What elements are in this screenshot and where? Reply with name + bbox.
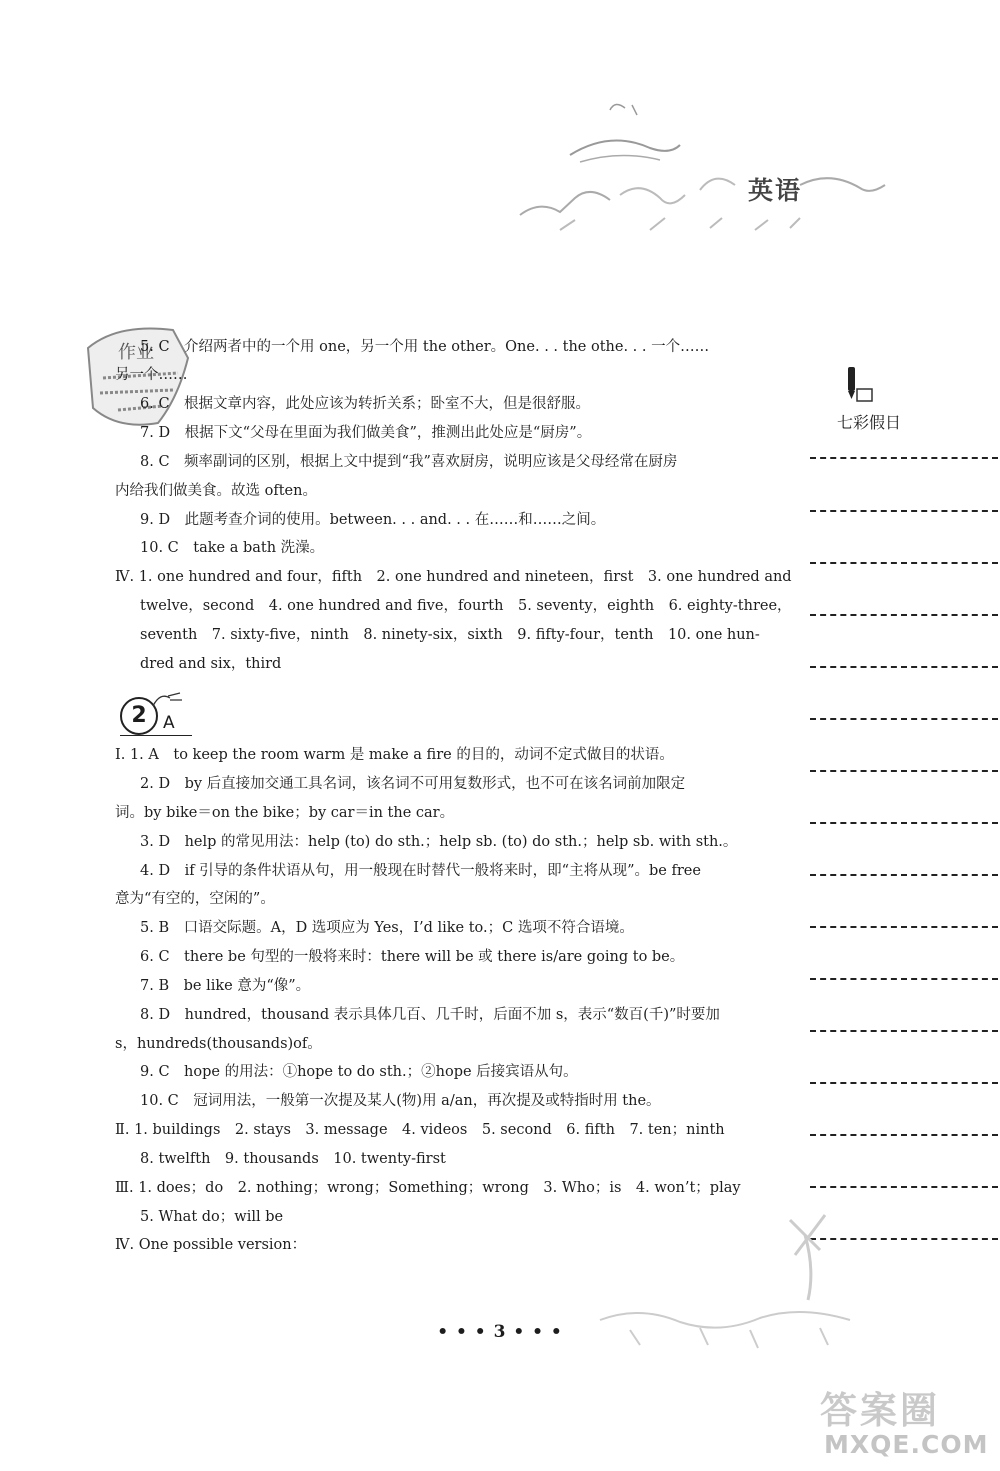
notes-line bbox=[810, 666, 998, 668]
notes-line bbox=[810, 978, 998, 980]
header-decoration bbox=[500, 100, 890, 250]
unit-letter: A bbox=[163, 713, 175, 733]
answer-line: 8. twelfth 9. thousands 10. twenty-first bbox=[140, 1151, 446, 1167]
notes-line bbox=[810, 770, 998, 772]
answer-line: 内给我们做美食。故选 often。 bbox=[115, 483, 317, 499]
stamp-text: 作业 bbox=[118, 342, 154, 363]
subject-title: 英语 bbox=[748, 176, 803, 205]
page-number: • • • 3 • • • bbox=[437, 1322, 563, 1342]
answer-line: 9. C hope 的用法：①hope to do sth.；②hope 后接宾语从句。 bbox=[140, 1064, 578, 1080]
notes-line bbox=[810, 1082, 998, 1084]
answer-line: 另一个…… bbox=[115, 367, 188, 383]
watermark-url: MXQE.COM bbox=[824, 1430, 989, 1459]
badge-underline bbox=[120, 735, 192, 736]
unit-number-badge: 2 bbox=[120, 697, 158, 735]
answer-line: 8. D hundred，thousand 表示具体几百、几千时，后面不加 s，表示“数百(千)”时要加 bbox=[140, 1007, 720, 1023]
answer-line: Ⅳ. One possible version： bbox=[115, 1237, 307, 1253]
answer-line: 6. C 根据文章内容，此处应该为转折关系；卧室不大，但是很舒服。 bbox=[140, 396, 591, 412]
answer-line: 7. D 根据下文“父母在里面为我们做美食”，推测出此处应是“厨房”。 bbox=[140, 425, 592, 441]
notes-line bbox=[810, 562, 998, 564]
notes-line bbox=[810, 926, 998, 928]
notes-line bbox=[810, 510, 998, 512]
answer-line: 10. C take a bath 洗澡。 bbox=[140, 540, 325, 556]
answer-line: 7. B be like 意为“像”。 bbox=[140, 978, 311, 994]
sidebar-label: 七彩假日 bbox=[837, 413, 902, 432]
notes-line bbox=[810, 614, 998, 616]
notes-line bbox=[810, 457, 998, 459]
answer-line: 8. C 频率副词的区别，根据上文中提到“我”喜欢厨房，说明应该是父母经常在厨房 bbox=[140, 454, 678, 470]
answer-line: 3. D help 的常见用法：help (to) do sth.；help sb. (to) do sth.；help sb. with sth.。 bbox=[140, 834, 738, 850]
notes-line bbox=[810, 1030, 998, 1032]
answer-line: Ⅲ. 1. does；do 2. nothing；wrong；Something；wrong 3. Who；is 4. won’t；play bbox=[115, 1180, 741, 1196]
answer-line: 2. D by 后直接加交通工具名词，该名词不可用复数形式，也不可在该名词前加限定 bbox=[140, 776, 686, 792]
answer-line: 6. C there be 句型的一般将来时：there will be 或 there is/are going to be。 bbox=[140, 949, 685, 965]
answer-line: 4. D if 引导的条件状语从句，用一般现在时替代一般将来时，即“主将从现”。be free bbox=[140, 863, 701, 879]
notes-line bbox=[810, 874, 998, 876]
answer-line: 5. C 介绍两者中的一个用 one，另一个用 the other。One. . . the othe. . . 一个…… bbox=[140, 339, 710, 355]
answer-line: 5. What do；will be bbox=[140, 1209, 284, 1225]
notes-line bbox=[810, 822, 998, 824]
watermark-logo: 答案圈 bbox=[820, 1389, 940, 1432]
answer-line: Ⅰ. 1. A to keep the room warm 是 make a fire 的目的，动词不定式做目的状语。 bbox=[115, 747, 674, 763]
answer-line: 9. D 此题考查介词的使用。between. . . and. . . 在……和……之间。 bbox=[140, 512, 606, 528]
answer-line: Ⅱ. 1. buildings 2. stays 3. message 4. videos 5. second 6. fifth 7. ten；ninth bbox=[115, 1122, 725, 1138]
notes-line bbox=[810, 1186, 998, 1188]
answer-line: 意为“有空的，空闲的”。 bbox=[115, 891, 275, 907]
answer-line: 10. C 冠词用法，一般第一次提及某人(物)用 a/an，再次提及或特指时用 the。 bbox=[140, 1093, 661, 1109]
answer-line: Ⅳ. 1. one hundred and four，fifth 2. one hundred and nineteen，first 3. one hundred and bbox=[115, 569, 792, 585]
site-watermark bbox=[820, 1380, 995, 1465]
badge-flourish-icon bbox=[148, 688, 188, 710]
answer-line: twelve，second 4. one hundred and five，fourth 5. seventy，eighth 6. eighty-three， bbox=[140, 598, 792, 614]
answer-line: dred and six，third bbox=[140, 656, 282, 672]
answer-line: s，hundreds(thousands)of。 bbox=[115, 1036, 322, 1052]
answer-line: seventh 7. sixty-five，ninth 8. ninety-six，sixth 9. fifty-four，tenth 10. one hun- bbox=[140, 627, 760, 643]
pen-icon bbox=[845, 367, 875, 405]
notes-line bbox=[810, 1134, 998, 1136]
answer-line: 5. B 口语交际题。A，D 选项应为 Yes，I’d like to.；C 选项不符合语境。 bbox=[140, 920, 634, 936]
answer-line: 词。by bike＝on the bike；by car＝in the car。 bbox=[115, 805, 455, 821]
notes-line bbox=[810, 718, 998, 720]
